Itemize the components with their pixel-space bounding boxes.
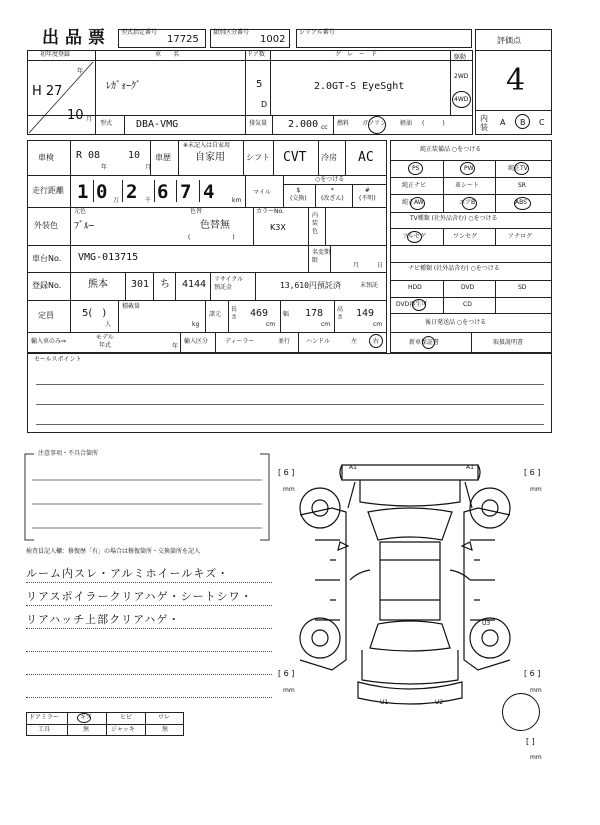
color-label: 外装色 bbox=[34, 221, 58, 230]
navi-dvd-play: DVD再生可 bbox=[396, 301, 428, 308]
history-note: ※未記入は自家用 bbox=[183, 142, 231, 149]
caution-bracket bbox=[22, 452, 272, 542]
car-name: ﾚｶﾞｫｰｸﾞ bbox=[106, 81, 141, 92]
jack-label: ジャッキ bbox=[111, 726, 135, 733]
fuel-label: 燃料 bbox=[337, 120, 350, 127]
mileage-unknown: # (不明) bbox=[359, 187, 376, 202]
score-label: 評価点 bbox=[497, 36, 521, 45]
grade-label: グ レ ー ド bbox=[335, 51, 378, 58]
color-change: 色替無 bbox=[200, 220, 230, 231]
drive-4wd: 4WD bbox=[454, 96, 469, 103]
car-diagram bbox=[280, 460, 530, 715]
mileage-digit-2: 0 bbox=[96, 181, 108, 203]
handle-right-circle bbox=[369, 334, 383, 348]
mile-label: マイル bbox=[253, 189, 271, 196]
navi-hdd: HDD bbox=[408, 284, 422, 291]
sales-point-block bbox=[27, 353, 552, 433]
equip-airbag-circle bbox=[462, 197, 477, 210]
recycle-unpaid: 未預託 bbox=[360, 282, 379, 289]
tv-analog: アナログ bbox=[508, 233, 533, 240]
shift-label: シフト bbox=[246, 153, 270, 162]
navi-cd: CD bbox=[463, 301, 472, 308]
mileage-digit-3: 2 bbox=[126, 181, 138, 203]
tv-fullseg-circle bbox=[407, 231, 422, 243]
name-change-label: 名変期限 bbox=[312, 249, 331, 264]
caution-label: 注意事項・不具合箇所 bbox=[38, 450, 99, 457]
mileage-label: 走行距離 bbox=[32, 186, 64, 195]
mileage-digit-6: 4 bbox=[203, 181, 215, 203]
color-paren: ( ) bbox=[188, 234, 235, 241]
load-label: 積載量 bbox=[122, 303, 141, 310]
crack2-label: ワレ bbox=[158, 714, 171, 721]
interior-color-label: 内装色 bbox=[312, 212, 319, 235]
equip-leather: 革シート bbox=[455, 182, 480, 189]
interior-a: A bbox=[500, 118, 506, 127]
history-label: 車歴 bbox=[155, 153, 171, 162]
first-reg-month-unit: 月 bbox=[86, 116, 93, 123]
docs-warranty-circle bbox=[422, 336, 435, 349]
format-label: 型式指定番号 bbox=[121, 29, 158, 36]
tire-rl-unit: mm bbox=[283, 687, 295, 694]
length-unit: cm bbox=[266, 321, 276, 328]
interior-b: B bbox=[520, 118, 526, 127]
model-year-label: モデル 年式 bbox=[96, 334, 114, 349]
displacement: 2.000 bbox=[288, 119, 319, 130]
interior-b-circle bbox=[515, 114, 530, 129]
first-reg-label: 初年度登録 bbox=[40, 51, 71, 58]
km-unit: km bbox=[232, 197, 242, 204]
tools-value: 無 bbox=[83, 726, 90, 733]
mirror-value: キズ bbox=[80, 714, 92, 721]
mileage-tamper: * (改ざん) bbox=[321, 187, 344, 202]
height-unit: cm bbox=[373, 321, 383, 328]
history-value: 自家用 bbox=[195, 152, 225, 163]
capacity: 5( ) bbox=[82, 308, 107, 319]
tire-fl: [ 6 ] bbox=[278, 468, 295, 477]
fuel-paren: ( ) bbox=[422, 120, 445, 127]
navi-sd: SD bbox=[518, 284, 527, 291]
length: 469 bbox=[250, 308, 269, 319]
recycle-value: 13,610円預託済 bbox=[280, 281, 341, 290]
tv-label: TV種類 (社外品含む) ○をつける bbox=[410, 215, 498, 222]
grade: 2.0GT-S EyeSght bbox=[314, 81, 405, 92]
mark-a1-left: A1 bbox=[349, 464, 357, 471]
navi-dvd: DVD bbox=[461, 284, 475, 291]
genuine-label: 純正装備品 ○をつける bbox=[420, 146, 482, 153]
doors: 5 bbox=[256, 79, 263, 90]
note-line-3: リアハッチ上部クリアハゲ・ bbox=[26, 613, 181, 626]
jack-value: 無 bbox=[162, 726, 169, 733]
door-type: D bbox=[261, 100, 268, 109]
color-change-label: 色替 bbox=[190, 208, 203, 215]
tire-rl: [ 6 ] bbox=[278, 669, 295, 678]
tire-fr: [ 6 ] bbox=[524, 468, 541, 477]
handle-right: 右 bbox=[373, 338, 380, 345]
navi-dvd-play-circle bbox=[412, 299, 426, 311]
doors-label: ドア数 bbox=[247, 51, 265, 58]
name-change-day: 日 bbox=[377, 262, 384, 269]
height: 149 bbox=[356, 308, 375, 319]
reg-class: 301 bbox=[131, 279, 150, 290]
navi-label: ナビ種類 (社外品含む) ○をつける bbox=[408, 265, 500, 272]
reg-no: 4144 bbox=[182, 279, 207, 290]
sen-unit: 千 bbox=[145, 197, 152, 204]
width: 178 bbox=[305, 308, 324, 319]
ac-value: AC bbox=[358, 150, 374, 165]
kg-unit: kg bbox=[192, 321, 200, 328]
length-label: 長さ bbox=[231, 306, 238, 321]
dims-label: 諸元 bbox=[209, 311, 222, 318]
format-number: 17725 bbox=[167, 34, 199, 45]
first-reg-month: 10 bbox=[67, 108, 84, 123]
first-reg-year-unit: 年 bbox=[77, 68, 84, 75]
color-no-label: カラーNo. bbox=[256, 208, 284, 215]
parallel-label: 並行 bbox=[278, 338, 291, 345]
inspector-label: 検査員記入欄：修復歴「有」の場合は修復箇所・交換箇所を記入 bbox=[26, 548, 201, 555]
width-unit: cm bbox=[321, 321, 331, 328]
equip-aw: 純正AW bbox=[402, 199, 424, 206]
mark-u3: U3 bbox=[482, 620, 491, 627]
tv-fullseg: フルセグ bbox=[402, 233, 426, 240]
tire-spare: [ ] bbox=[526, 737, 535, 746]
model-year-unit: 年 bbox=[172, 343, 179, 350]
reg-kana: ち bbox=[160, 279, 170, 290]
drive-4wd-circle bbox=[452, 91, 471, 108]
mileage-check-label: ○をつける bbox=[315, 176, 345, 183]
tv-oneseg: ワンセグ bbox=[453, 233, 478, 240]
mirror-circle bbox=[77, 713, 91, 723]
score-value: 4 bbox=[506, 63, 526, 98]
equip-navi: 純正ナビ bbox=[402, 182, 427, 189]
man-unit: 万 bbox=[113, 197, 120, 204]
reg-area: 熊本 bbox=[88, 279, 108, 290]
tire-rr: [ 6 ] bbox=[524, 669, 541, 678]
tools-label: 工具 bbox=[38, 726, 51, 733]
sales-point-label: セールスポイント bbox=[34, 356, 82, 363]
tire-fr-unit: mm bbox=[530, 486, 542, 493]
height-label: 高さ bbox=[337, 306, 344, 321]
mileage-digit-4: 6 bbox=[157, 181, 169, 203]
first-reg-era: H 27 bbox=[32, 84, 63, 99]
inspection-month-unit: 月 bbox=[145, 164, 152, 171]
model: DBA-VMG bbox=[136, 119, 179, 130]
capacity-unit: 人 bbox=[105, 321, 112, 328]
interior-label: 内装 bbox=[480, 114, 488, 132]
color-no: K3X bbox=[270, 223, 286, 232]
reg-label: 登録No. bbox=[32, 281, 62, 290]
equip-airbag: エアB bbox=[459, 199, 476, 206]
drive-label: 駆動 bbox=[454, 54, 467, 61]
cc-unit: cc bbox=[321, 124, 328, 131]
equip-sr: SR bbox=[518, 182, 526, 189]
equip-ps: PS bbox=[412, 165, 420, 172]
class-label: 類別区分番号 bbox=[213, 29, 250, 36]
mark-u2: U2 bbox=[435, 699, 444, 706]
mileage-swap: $ (交換) bbox=[290, 187, 307, 202]
interior-c: C bbox=[539, 118, 545, 127]
chassis-label: 車台No. bbox=[32, 254, 62, 263]
page-title: 出品票 bbox=[42, 28, 111, 48]
equip-pw-circle bbox=[460, 162, 475, 175]
crack-label: ヒビ bbox=[120, 714, 133, 721]
model-label: 型式 bbox=[100, 120, 113, 127]
class-number: 1002 bbox=[260, 34, 286, 45]
equip-pw: PW bbox=[464, 165, 474, 172]
note-line-1: ルーム内スレ・アルミホイールキズ・ bbox=[26, 567, 230, 580]
docs-label: 後日発送品 ○をつける bbox=[425, 319, 487, 326]
displacement-label: 排気量 bbox=[249, 120, 268, 127]
mileage-digit-1: 1 bbox=[77, 181, 89, 203]
chassis: VMG-013715 bbox=[78, 252, 139, 263]
inspection-block bbox=[27, 140, 387, 353]
docs-warranty: 新車保証書 bbox=[409, 339, 440, 346]
width-label: 幅 bbox=[283, 311, 290, 318]
tire-fl-unit: mm bbox=[283, 486, 295, 493]
capacity-label: 定員 bbox=[38, 311, 54, 320]
equip-abs-circle bbox=[514, 197, 531, 210]
recycle-label: リサイクル 預託金 bbox=[214, 276, 244, 291]
orig-color-label: 元色 bbox=[74, 208, 87, 215]
mark-a1-right: A1 bbox=[466, 464, 474, 471]
inspection-month: 10 bbox=[128, 150, 141, 161]
equip-aw-circle bbox=[410, 197, 425, 210]
drive-2wd: 2WD bbox=[454, 73, 469, 80]
docs-manual: 取扱説明書 bbox=[493, 339, 524, 346]
equip-abs: ABS bbox=[515, 199, 527, 206]
import-label: 輸入車のみ⇒ bbox=[31, 338, 67, 345]
handle-left: 左 bbox=[351, 338, 358, 345]
import-type-label: 輸入区分 bbox=[184, 338, 209, 345]
handle-label: ハンドル bbox=[306, 338, 331, 345]
mirror-label: ドアミラー bbox=[29, 714, 59, 721]
orig-color: ﾌﾞﾙｰ bbox=[74, 221, 94, 232]
fuel-gas-circle bbox=[368, 116, 386, 134]
name-change-month: 月 bbox=[353, 262, 360, 269]
equip-ps-circle bbox=[408, 162, 423, 175]
car-name-label: 車 名 bbox=[155, 51, 180, 58]
mileage-digit-5: 7 bbox=[180, 181, 192, 203]
shift-value: CVT bbox=[283, 150, 307, 165]
note-line-2: リアスポイラークリアハゲ・シートシワ・ bbox=[26, 590, 253, 603]
equip-tv-circle bbox=[514, 162, 529, 175]
tire-rr-unit: mm bbox=[530, 687, 542, 694]
ac-label: 冷房 bbox=[321, 153, 337, 162]
inspection-year-unit: 年 bbox=[101, 164, 108, 171]
fuel-light: 軽油 bbox=[400, 120, 413, 127]
inspection-label: 車検 bbox=[38, 153, 54, 162]
mark-u1: U1 bbox=[380, 699, 389, 706]
serial-label: シリアル番号 bbox=[299, 29, 335, 36]
tire-spare-unit: mm bbox=[530, 754, 542, 761]
inspection-value: R 08 bbox=[76, 150, 101, 161]
fuel-gas: ガソリン bbox=[362, 120, 387, 127]
dealer-label: ディーラー bbox=[225, 338, 255, 345]
equip-tv: 純正TV bbox=[508, 165, 528, 172]
